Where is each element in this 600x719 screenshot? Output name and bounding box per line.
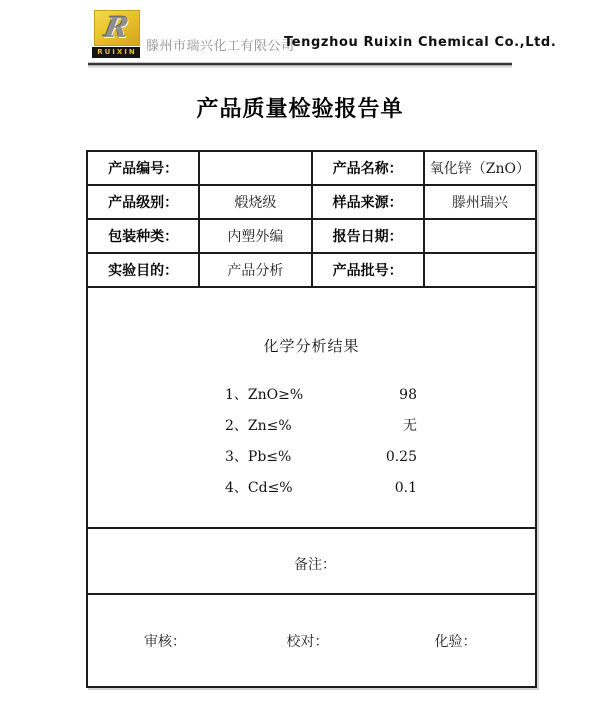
- analysis-section: [87, 287, 536, 528]
- info-row-4: [87, 253, 536, 287]
- analysis-item-value: 0.25: [385, 448, 417, 465]
- info-row-2: [87, 185, 536, 219]
- test-purpose-value: 产品分析: [199, 253, 311, 287]
- company-logo: [92, 10, 140, 58]
- analysis-list: [88, 380, 535, 504]
- logo-r-letter: R: [102, 11, 132, 44]
- sample-source-label: 样品来源：: [312, 185, 424, 219]
- report-date-value: [424, 219, 536, 253]
- remarks-section: [87, 528, 536, 594]
- report-date-label: 报告日期：: [312, 219, 424, 253]
- analysis-item-value: 无: [403, 417, 417, 434]
- batch-no-label: 产品批号：: [312, 253, 424, 287]
- analysis-item-label: 1、ZnO≥%: [225, 386, 304, 403]
- product-grade-label: 产品级别：: [87, 185, 199, 219]
- report-table: [86, 150, 537, 688]
- batch-no-value: [424, 253, 536, 287]
- product-grade-value: 煅烧级: [199, 185, 311, 219]
- signature-proofread: 校对：: [286, 633, 329, 650]
- analysis-item-zno: [88, 380, 535, 411]
- signature-test: 化验：: [434, 633, 477, 650]
- sample-source-value: 滕州瑞兴: [424, 185, 536, 219]
- product-code-value: [199, 151, 311, 185]
- letterhead: [0, 0, 600, 62]
- analysis-heading: 化学分析结果: [263, 336, 360, 355]
- analysis-item-value: 98: [399, 386, 417, 403]
- report-title: 产品质量检验报告单: [196, 97, 404, 122]
- header-divider: [88, 62, 512, 66]
- analysis-item-zn: [88, 411, 535, 442]
- product-code-label: 产品编号：: [87, 151, 199, 185]
- product-name-label: 产品名称：: [312, 151, 424, 185]
- analysis-row: [87, 287, 536, 528]
- remarks-label: 备注：: [294, 556, 336, 573]
- signatures-row: [87, 594, 536, 687]
- analysis-item-label: 3、Pb≤%: [225, 448, 292, 465]
- info-row-3: [87, 219, 536, 253]
- signature-review: 审核：: [144, 633, 186, 650]
- product-name-value: 氧化锌（ZnO）: [424, 151, 536, 185]
- company-name-en: Tengzhou Ruixin Chemical Co.,Ltd.: [284, 35, 557, 50]
- analysis-item-value: 0.1: [394, 479, 417, 496]
- logo-brand-text: RUIXIN: [92, 47, 140, 58]
- signatures-line: [88, 631, 535, 651]
- test-purpose-label: 实验目的：: [87, 253, 199, 287]
- logo-r-icon: [94, 10, 140, 46]
- info-row-1: [87, 151, 536, 185]
- analysis-item-label: 2、Zn≤%: [225, 417, 292, 434]
- signatures-section: [87, 594, 536, 687]
- remarks-row: [87, 528, 536, 594]
- packaging-type-value: 内塑外编: [199, 219, 311, 253]
- company-name-cn: 滕州市瑞兴化工有限公司: [146, 39, 295, 54]
- analysis-item-pb: [88, 442, 535, 473]
- analysis-item-label: 4、Cd≤%: [225, 479, 293, 496]
- packaging-type-label: 包装种类：: [87, 219, 199, 253]
- analysis-item-cd: [88, 473, 535, 504]
